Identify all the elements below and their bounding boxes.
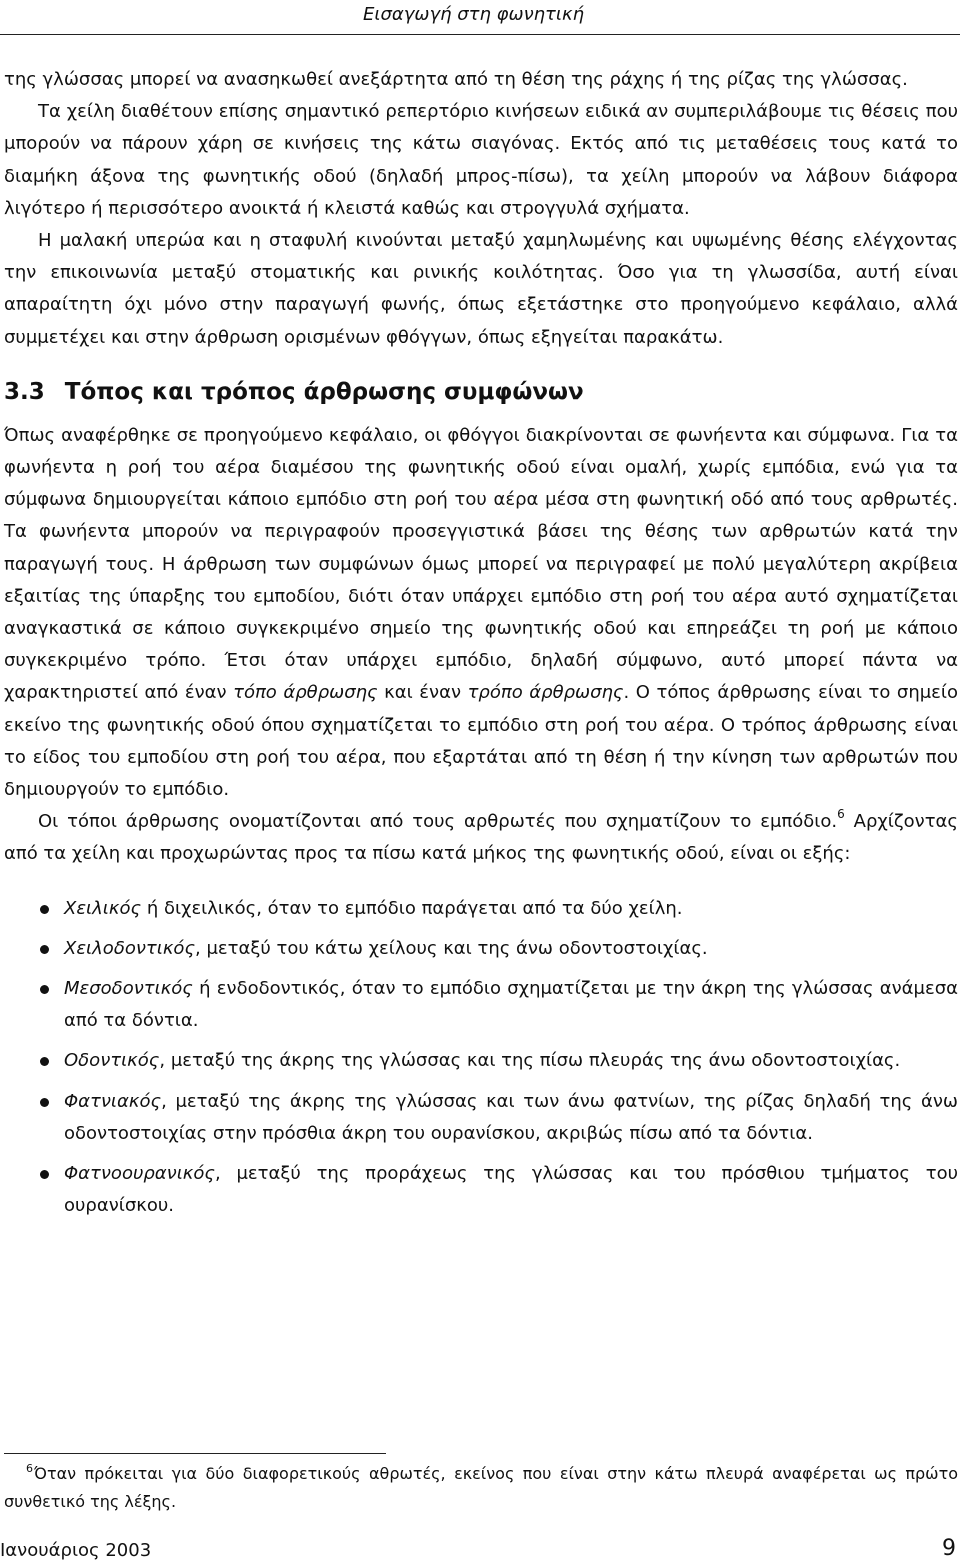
list-item xyxy=(4,1045,958,1077)
text-run: . Ο τόπος άρθρωσης είναι το σημείο εκείνο της φωνητικής οδού όπου σχηματίζεται το εμπόδιο στη ροή του αέρα. Ο τρόπος άρθρωσης είναι το είδος του εμποδίου στη ροή του αέρα, που εξαρτάται από τη θέση ή την κίνηση των αρθρωτών που δημιουργούν το εμπόδιο. xyxy=(4,682,959,801)
footnote-mark: 6 xyxy=(26,1462,33,1475)
list-item-term: Φατνοουρανικός xyxy=(64,1163,215,1185)
footnote-divider xyxy=(4,1453,386,1454)
paragraph-lips: Τα χείλη διαθέτουν επίσης σημαντικό ρεπερτόριο κινήσεων ειδικά αν συμπεριλάβουμε τις θέσεις που μπορούν να πάρουν χάρη σε κινήσεις της κάτω σιαγόνας. Εκτός από τις μεταθέσεις τους κατά το διαμήκη άξονα της φωνητικής οδού (δηλαδή μπρος-πίσω), τα χείλη μπορούν να λάβουν διάφορα λιγότερο ή περισσότερο ανοικτά ή κλειστά καθώς και στρογγυλά σχήματα. xyxy=(4,101,958,219)
term-place-of-articulation: τόπο άρθρωσης xyxy=(233,682,378,704)
section-number: 3.3 xyxy=(4,378,45,405)
list-item-term: Χειλικός xyxy=(64,897,142,919)
list-item xyxy=(4,893,958,925)
section-heading xyxy=(4,374,958,410)
list-item xyxy=(4,1158,958,1222)
list-item-term: Οδοντικός xyxy=(64,1050,160,1072)
term-manner-of-articulation: τρόπο άρθρωσης xyxy=(467,682,624,704)
paragraph-consonants xyxy=(4,420,958,806)
bullet-icon xyxy=(40,1098,49,1107)
section-title-text: Τόπος και τρόπος άρθρωσης συμφώνων xyxy=(64,378,584,405)
list-item xyxy=(4,973,958,1037)
text-run: Αρχίζοντας από τα χείλη και προχωρώντας προς τα πίσω κατά μήκος της φωνητικής οδού, είναι οι εξής: xyxy=(4,811,958,865)
list-item-text: , μεταξύ του κάτω χείλους και της άνω οδοντοστοιχίας. xyxy=(195,937,708,959)
bullet-icon xyxy=(40,905,49,914)
paragraph-continued: της γλώσσας μπορεί να ανασηκωθεί ανεξάρτητα από τη θέση της ράχης ή της ρίζας της γλώσσας. xyxy=(4,69,908,90)
page-number: 9 xyxy=(942,1536,956,1561)
list-item-text: , μεταξύ της προράχεως της γλώσσας και του πρόσθιου τμήματος του ουρανίσκου. xyxy=(64,1163,958,1217)
text-run: Όπως αναφέρθηκε σε προηγούμενο κεφάλαιο, οι φθόγγοι διακρίνονται σε φωνήεντα και σύμφωνα. Για τα φωνήεντα η ροή του αέρα διαμέσου της φωνητικής οδού είναι ομαλή, χωρίς εμπόδια, ενώ για τα σύμφωνα δημιουργείται κάποιο εμπόδιο στη ροή του αέρα μέσα στη φωνητική οδό από τους αρθρωτές. Τα φωνήεντα μπορούν να περιγραφούν προσεγγιστικά βάσει της θέσης των αρθρωτών κατά την παραγωγή τους. Η άρθρωση των συμφώνων όμως μπορεί να περιγραφεί με πολύ μεγαλύτερη ακρίβεια εξαιτίας της ύπαρξης του εμποδίου, διότι όταν υπάρχει εμπόδιο στη ροή του αέρα αυτό σχηματίζεται αναγκαστικά σε κάποιο συγκεκριμένο σημείο της φωνητικής οδού και επηρεάζει τη ροή με κάποιο συγκεκριμένο τρόπο. Έτσι όταν υπάρχει εμπόδιο, δηλαδή σύμφωνο, αυτό μπορεί πάντα να χαρακτηριστεί από έναν xyxy=(4,424,958,704)
list-item-term: Χειλοδοντικός xyxy=(64,937,196,959)
list-item-text: ή διχειλικός, όταν το εμπόδιο παράγεται από τα δύο χείλη. xyxy=(141,897,683,919)
text-run: Οι τόποι άρθρωσης ονοματίζονται από τους αρθρωτές που σχηματίζουν το εμπόδιο. xyxy=(38,811,838,833)
footnote-reference[interactable]: 6 xyxy=(837,807,845,822)
bullet-icon xyxy=(40,945,49,954)
list-item-term: Μεσοδοντικός xyxy=(64,978,193,1000)
bullet-icon xyxy=(40,1170,49,1179)
list-item-text: , μεταξύ της άκρης της γλώσσας και της πίσω πλευράς της άνω οδοντοστοιχίας. xyxy=(159,1050,901,1072)
list-item xyxy=(4,933,958,965)
list-item-text: ή ενδοδοντικός, όταν το εμπόδιο σχηματίζεται με την άκρη της γλώσσας ανάμεσα από τα δόντια. xyxy=(64,978,958,1032)
footnote xyxy=(4,1460,958,1516)
text-run: και έναν xyxy=(377,682,468,704)
footnote-text: Όταν πρόκειται για δύο διαφορετικούς αθρωτές, εκείνος που είναι στην κάτω πλευρά αναφέρεται ως πρώτο συνθετικό της λέξης. xyxy=(4,1464,958,1511)
list-item-term: Φατνιακός xyxy=(64,1090,162,1112)
places-list xyxy=(4,893,958,1223)
running-header-title: Εισαγωγή στη φωνητική xyxy=(363,4,584,25)
paragraph-velum: Η μαλακή υπερώα και η σταφυλή κινούνται μεταξύ χαμηλωμένης και υψωμένης θέσης ελέγχοντας την επικοινωνία μεταξύ στοματικής και ρινικής κοιλότητας. Όσο για τη γλωσσίδα, αυτή είναι απαραίτητη όχι μόνο στην παραγωγή φωνής, όπως εξετάστηκε στο προηγούμενο κεφάλαιο, αλλά συμμετέχει και στην άρθρωση ορισμένων φθόγγων, όπως εξηγείται παρακάτω. xyxy=(4,230,958,348)
bullet-icon xyxy=(40,985,49,994)
page-body xyxy=(4,64,958,1231)
page-header xyxy=(0,0,960,35)
paragraph-places xyxy=(4,806,958,870)
list-item xyxy=(4,1086,958,1150)
footer-date: Ιανουάριος 2003 xyxy=(0,1540,152,1561)
bullet-icon xyxy=(40,1057,49,1066)
list-item-text: , μεταξύ της άκρης της γλώσσας και των άνω φατνίων, της ρίζας δηλαδή της άνω οδοντοστοιχίας στην πρόσθια άκρη του ουρανίσκου, ακριβώς πίσω από τα δόντια. xyxy=(64,1090,958,1144)
